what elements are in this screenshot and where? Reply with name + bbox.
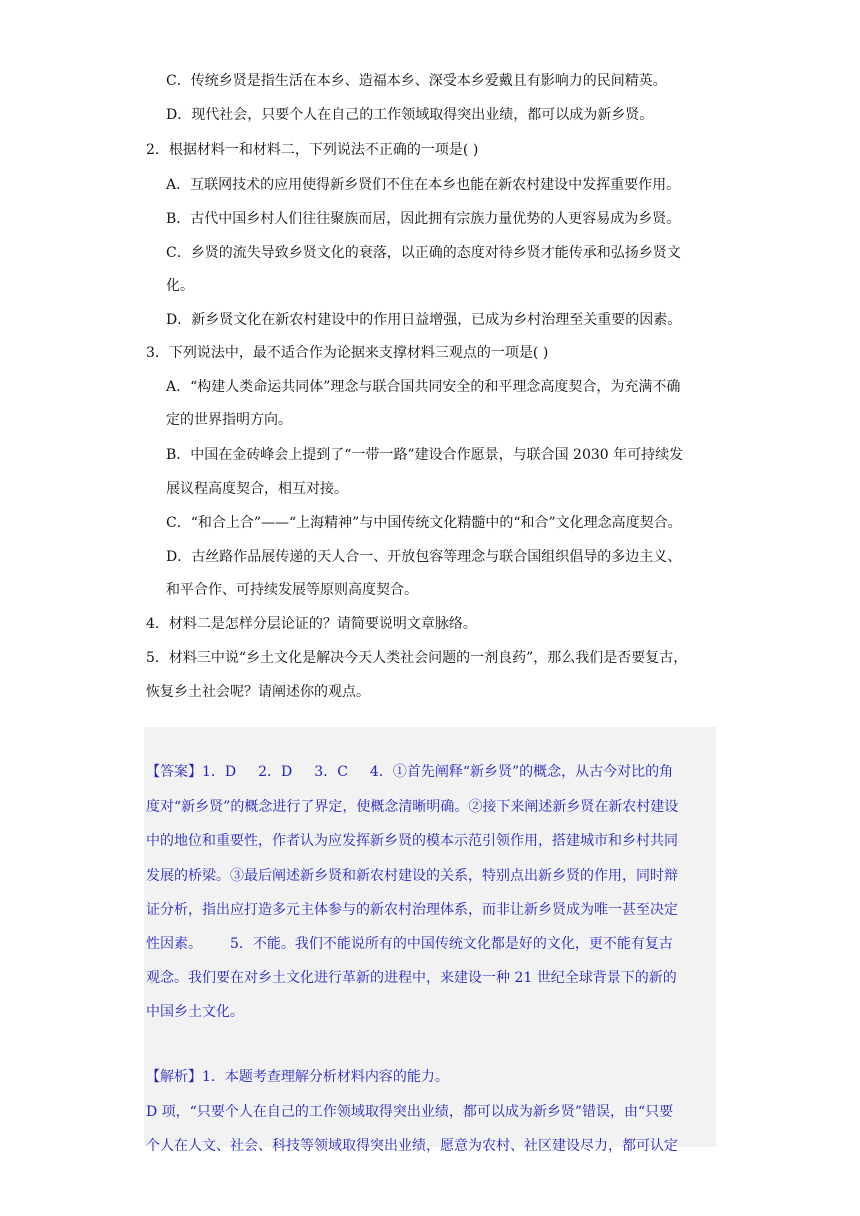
answer-line-8: 中国乡土文化。 — [146, 1004, 244, 1020]
q3-option-d-line2: 和平合作、可持续发展等原则高度契合。 — [166, 582, 418, 598]
analysis-intro: 1．本题考查理解分析材料内容的能力。 — [202, 1069, 449, 1085]
answer-4-end: 性因素。 — [146, 936, 202, 952]
analysis-line-3: 个人在人文、社会、科技等领域取得突出业绩，愿意为农村、社区建设尽力，都可认定 — [146, 1138, 678, 1154]
q2-option-b: B．古代中国乡村人们往往聚族而居，因此拥有宗族力量优势的人更容易成为乡贤。 — [166, 211, 681, 227]
answer-line-1 — [146, 762, 673, 782]
q5-stem-line1: 5．材料三中说“乡土文化是解决今天人类社会问题的一剂良药”，那么我们是否要复古， — [146, 650, 688, 666]
q4-stem: 4．材料二是怎样分层论证的？请简要说明文章脉络。 — [146, 616, 477, 632]
answer-line-2: 度对“新乡贤”的概念进行了界定，使概念清晰明确。②接下来阐述新乡贤在新农村建设 — [146, 799, 679, 815]
q3-option-a-line1: A．“构建人类命运共同体”理念与联合国共同安全的和平理念高度契合，为充满不确 — [166, 379, 681, 395]
q2-option-a: A．互联网技术的应用使得新乡贤们不住在本乡也能在新农村建设中发挥重要作用。 — [166, 177, 681, 193]
answer-5-start: 5．不能。我们不能说所有的中国传统文化都是好的文化，更不能有复古 — [230, 936, 673, 952]
answer-line-7: 观念。我们要在对乡土文化进行革新的进程中，来建设一种 21 世纪全球背景下的新的 — [146, 970, 677, 986]
q2-option-d: D．新乡贤文化在新农村建设中的作用日益增强，已成为乡村治理至关重要的因素。 — [166, 312, 682, 328]
answer-tag: 【答案】 — [146, 764, 202, 780]
answer-4-start: 4．①首先阐释“新乡贤”的概念，从古今对比的角 — [369, 764, 674, 780]
q3-stem: 3．下列说法中，最不适合作为论据来支撑材料三观点的一项是( ) — [146, 345, 549, 361]
answer-line-6 — [146, 934, 673, 954]
q3-option-c: C．“和合上合”——“上海精神”与中国传统文化精髓中的“和合”文化理念高度契合。 — [166, 515, 682, 531]
q3-option-b-line2: 展议程高度契合，相互对接。 — [166, 481, 348, 497]
q2-stem: 2．根据材料一和材料二，下列说法不正确的一项是( ) — [146, 142, 479, 158]
answer-line-3: 中的地位和重要性，作者认为应发挥新乡贤的模本示范引领作用，搭建城市和乡村共同 — [146, 833, 678, 849]
q3-option-a-line2: 定的世界指明方向。 — [166, 412, 292, 428]
answer-3: 3．C — [314, 764, 348, 780]
answer-1: 1．D — [202, 764, 237, 780]
q3-option-d-line1: D．古丝路作品展传递的天人合一、开放包容等理念与联合国组织倡导的多边主义、 — [166, 549, 682, 565]
answer-2: 2．D — [258, 764, 293, 780]
q1-option-c: C．传统乡贤是指生活在本乡、造福本乡、深受本乡爱戴且有影响力的民间精英。 — [166, 73, 667, 89]
analysis-line-1 — [146, 1067, 449, 1087]
q2-option-c-line2: 化。 — [166, 278, 194, 294]
analysis-line-2: D 项，“只要个人在自己的工作领域取得突出业绩，都可以成为新乡贤”错误，由“只要 — [146, 1104, 674, 1120]
q2-option-c-line1: C．乡贤的流失导致乡贤文化的衰落，以正确的态度对待乡贤才能传承和弘扬乡贤文 — [166, 245, 681, 261]
q3-option-b-line1: B．中国在金砖峰会上提到了“一带一路”建设合作愿景，与联合国 2030 年可持续发 — [166, 447, 684, 463]
answer-line-4: 发展的桥梁。③最后阐述新乡贤和新农村建设的关系，特别点出新乡贤的作用，同时辩 — [146, 868, 678, 884]
q5-stem-line2: 恢复乡土社会呢？请阐述你的观点。 — [146, 684, 370, 700]
answer-line-5: 证分析，指出应打造多元主体参与的新农村治理体系，而非让新乡贤成为唯一甚至决定 — [146, 902, 678, 918]
q1-option-d: D．现代社会，只要个人在自己的工作领域取得突出业绩，都可以成为新乡贤。 — [166, 107, 654, 123]
analysis-tag: 【解析】 — [146, 1069, 202, 1085]
